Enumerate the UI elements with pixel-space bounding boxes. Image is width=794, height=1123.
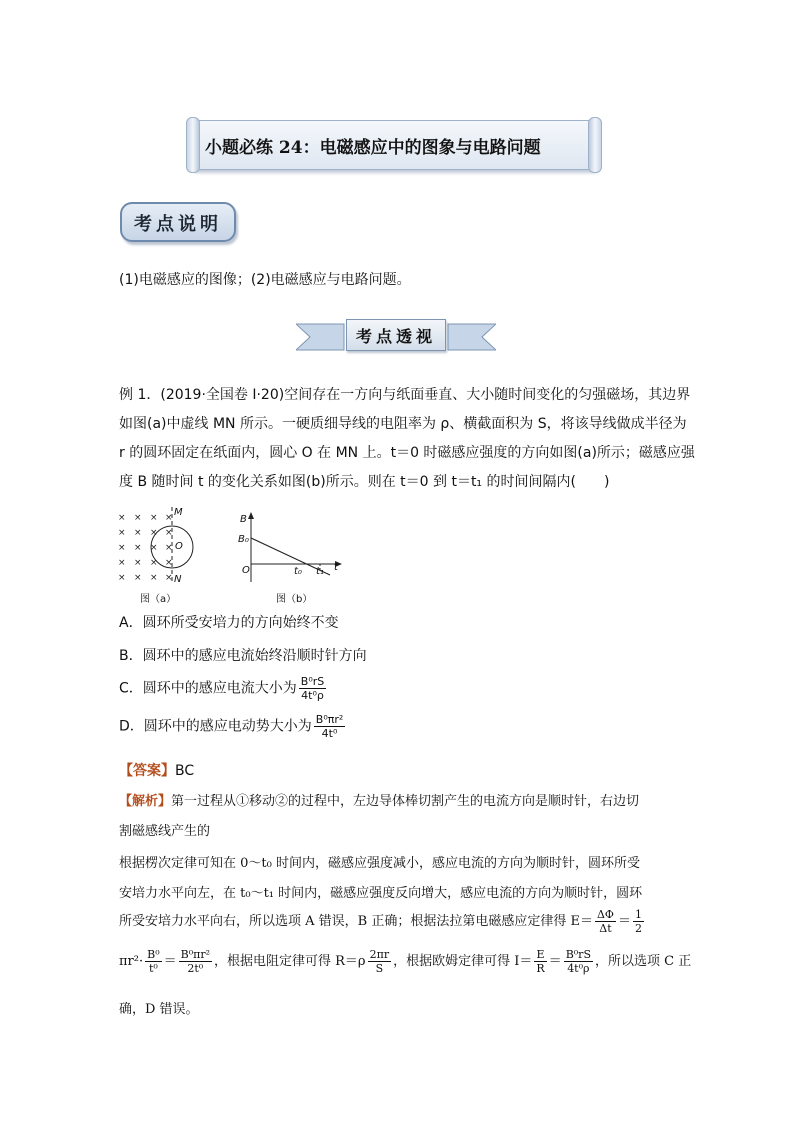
svg-text:×: × xyxy=(150,558,158,568)
solution-line-6: πr²· $\frac{\text{B⁰}}{\text{t⁰}}$ ＝ $\frac{\text{B⁰πr²}}{\text{2t⁰}}$ ，根据电阻定律可得 R＝ρ $\frac{2\pi r}{S}$ ，根据欧姆定律可得 I＝ $\frac{E}{R}$ ＝ $\frac{\text{B⁰rS}}{\text{4t⁰ρ}}$ ，所以选项 C 正 xyxy=(119,948,692,975)
svg-text:×: × xyxy=(118,558,126,568)
svg-text:×: × xyxy=(134,513,142,523)
figure-b-caption: 图（b） xyxy=(276,594,313,605)
svg-text:×: × xyxy=(118,543,126,553)
solution-line-1: 【解析】第一过程从①移动②的过程中，左边导体棒切割产生的电流方向是顺时针，右边切 xyxy=(119,794,640,809)
figure-b xyxy=(238,512,343,587)
option-c xyxy=(119,675,328,702)
magnetic-field-crosses xyxy=(118,513,173,583)
option-c-text: C．圆环中的感应电流大小为 xyxy=(119,680,297,697)
option-d-fraction: $\frac{\text{B⁰πr²}}{\text{4t⁰}}$ xyxy=(315,713,344,740)
label-M: M xyxy=(174,507,183,518)
svg-text:×: × xyxy=(165,513,173,523)
section-ribbon-kaodian-toushi xyxy=(296,316,496,356)
svg-text:×: × xyxy=(134,558,142,568)
figure-a xyxy=(115,505,205,585)
svg-text:×: × xyxy=(150,528,158,538)
option-a: A．圆环所受安培力的方向始终不变 xyxy=(119,615,339,631)
ribbon-label: 考点透视 xyxy=(355,327,436,346)
svg-text:×: × xyxy=(134,528,142,538)
label-B: B xyxy=(240,514,247,525)
svg-text:×: × xyxy=(118,573,126,583)
question-line-2: 如图(a)中虚线 MN 所示。一硬质细导线的电阻率为 ρ、横截面积为 S，将该导线做成半径为 xyxy=(119,416,687,432)
label-N: N xyxy=(174,574,182,585)
question-line-4: 度 B 随时间 t 的变化关系如图(b)所示。则在 t＝0 到 t＝t₁ 的时间间隔内( ) xyxy=(119,474,610,490)
answer-line xyxy=(119,760,194,780)
svg-text:×: × xyxy=(165,543,173,553)
question-line-1: 例 1．(2019·全国卷 I·20)空间存在一方向与纸面垂直、大小随时间变化的匀强磁场，其边界 xyxy=(119,387,691,403)
svg-text:×: × xyxy=(150,573,158,583)
intro-text: (1)电磁感应的图像；(2)电磁感应与电路问题。 xyxy=(119,272,411,288)
answer-value: BC xyxy=(175,763,195,779)
svg-text:×: × xyxy=(165,558,173,568)
section-badge-kaodian-shuoming xyxy=(120,202,236,242)
solution-tag: 【解析】 xyxy=(119,794,172,809)
svg-text:×: × xyxy=(118,513,126,523)
label-B0: B₀ xyxy=(238,534,249,545)
label-t0: t₀ xyxy=(294,566,302,577)
answer-tag: 【答案】 xyxy=(119,763,175,779)
option-d-text: D．圆环中的感应电动势大小为 xyxy=(119,718,312,735)
question-line-3: r 的圆环固定在纸面内，圆心 O 在 MN 上。t＝0 时磁感应强度的方向如图(a)所示；磁感应强 xyxy=(119,445,695,461)
figure-a-caption: 图（a） xyxy=(140,594,177,605)
svg-text:×: × xyxy=(134,543,142,553)
svg-text:×: × xyxy=(165,573,173,583)
label-O-a: O xyxy=(175,541,183,552)
label-t1: t₁ xyxy=(316,566,324,577)
label-O-b: O xyxy=(242,565,250,576)
svg-text:×: × xyxy=(118,528,126,538)
option-d xyxy=(119,713,347,740)
solution-line-3: 根据楞次定律可知在 0～t₀ 时间内，磁感应强度减小，感应电流的方向为顺时针，圆环所受 xyxy=(119,856,640,871)
svg-text:×: × xyxy=(150,513,158,523)
svg-text:×: × xyxy=(134,573,142,583)
solution-line-5: 所受安培力水平向右，所以选项 A 错误，B 正确；根据法拉第电磁感应定律得 E＝ $\frac{\Delta\Phi}{\Delta t}$ ＝ $\frac{1}{2}$ xyxy=(119,908,642,935)
svg-text:×: × xyxy=(150,543,158,553)
solution-line-2: 割磁感线产生的 xyxy=(119,824,211,839)
option-b: B．圆环中的感应电流始终沿顺时针方向 xyxy=(119,648,367,664)
section-badge-label: 考点说明 xyxy=(134,214,222,235)
solution-line-7: 确，D 错误。 xyxy=(119,1002,199,1017)
title-banner xyxy=(192,120,596,170)
ribbon-label-box xyxy=(346,319,446,351)
label-t: t xyxy=(334,562,338,573)
option-c-fraction: $\frac{\text{B⁰rS}}{\text{4t⁰ρ}}$ xyxy=(300,675,325,702)
page-title: 小题必练 24：电磁感应中的图象与电路问题 xyxy=(205,138,541,158)
svg-text:×: × xyxy=(165,528,173,538)
solution-line-4: 安培力水平向左，在 t₀～t₁ 时间内，磁感应强度反向增大，感应电流的方向为顺时针，圆环 xyxy=(119,886,643,901)
